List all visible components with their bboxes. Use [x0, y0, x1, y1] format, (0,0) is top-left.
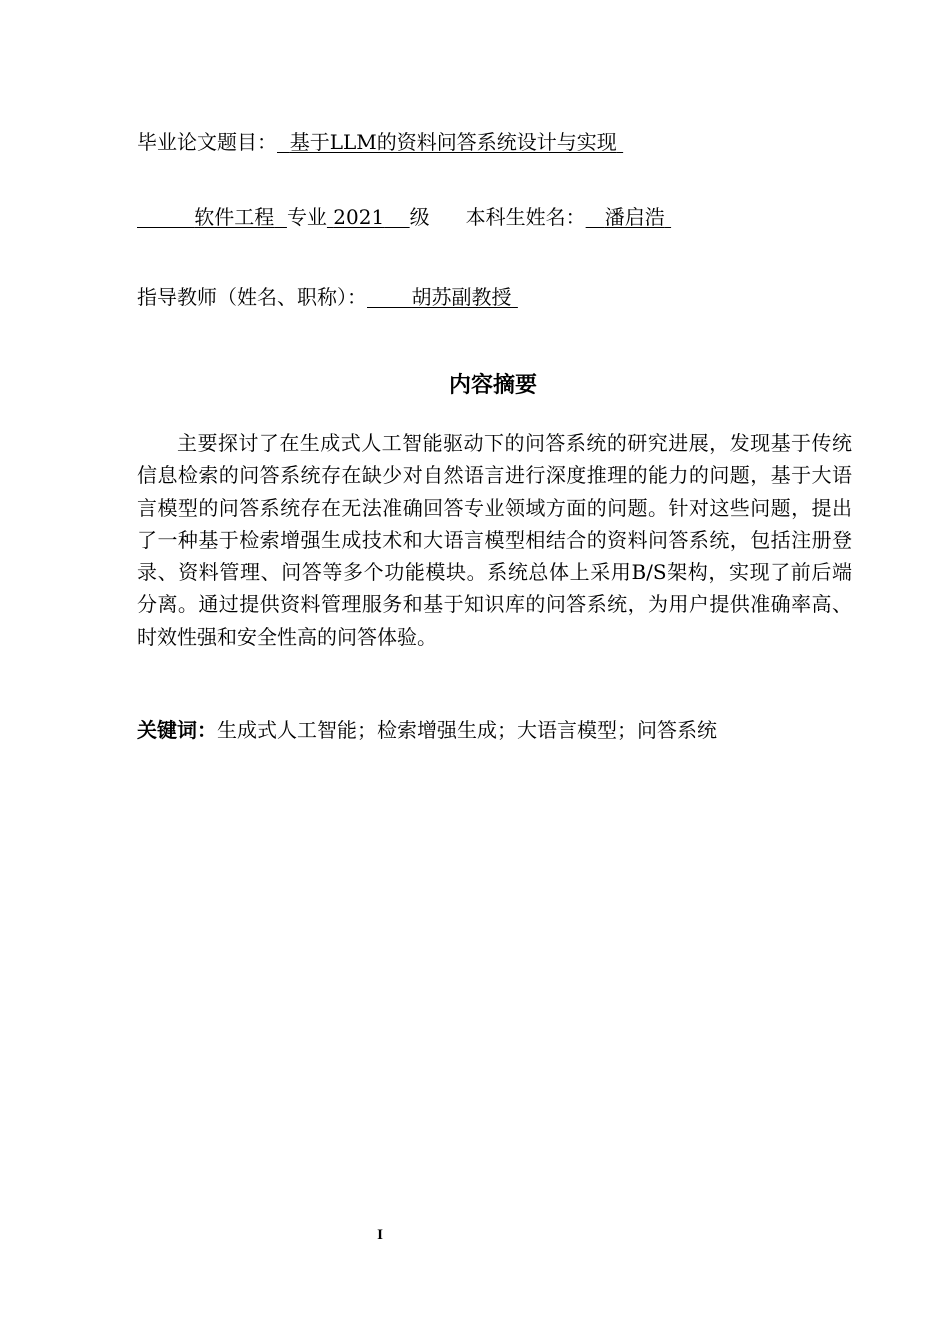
major-label: 专业: [286, 205, 327, 229]
year-label: 级: [409, 205, 430, 229]
page-number: I: [377, 1227, 383, 1243]
year-value: 2021: [333, 205, 385, 229]
abstract-body: 主要探讨了在生成式人工智能驱动下的问答系统的研究进展，发现基于传统信息检索的问答系统存在缺少对自然语言进行深度推理的能力的问题，基于大语言模型的问答系统存在无法准确回答专业领域方面的问题。针对这些问题，提出了一种基于检索增强生成技术和大语言模型相结合的资料问答系统，包括注册登录、资料管理、问答等多个功能模块。系统总体上采用B/S架构，实现了前后端分离。通过提供资料管理服务和基于知识库的问答系统，为用户提供准确率高、时效性强和安全性高的问答体验。: [137, 431, 852, 649]
advisor-value: 胡苏副教授: [411, 285, 512, 309]
abstract-heading: 内容摘要: [448, 373, 537, 398]
advisor-line: [137, 283, 518, 311]
major-value: 软件工程: [194, 205, 275, 229]
thesis-title-line: [137, 128, 623, 156]
student-name: 潘启浩: [604, 205, 665, 229]
keywords-line: [137, 715, 717, 745]
student-label: 本科生姓名：: [465, 205, 586, 229]
thesis-title-value: 基于LLM的资料问答系统设计与实现: [289, 130, 617, 154]
advisor-label: 指导教师（姓名、职称）：: [137, 285, 367, 309]
keywords-label: 关键词：: [137, 718, 217, 742]
thesis-title-label: 毕业论文题目：: [137, 130, 277, 154]
major-year-student-line: [137, 203, 671, 231]
keywords-text: 生成式人工智能；检索增强生成；大语言模型；问答系统: [217, 718, 717, 742]
